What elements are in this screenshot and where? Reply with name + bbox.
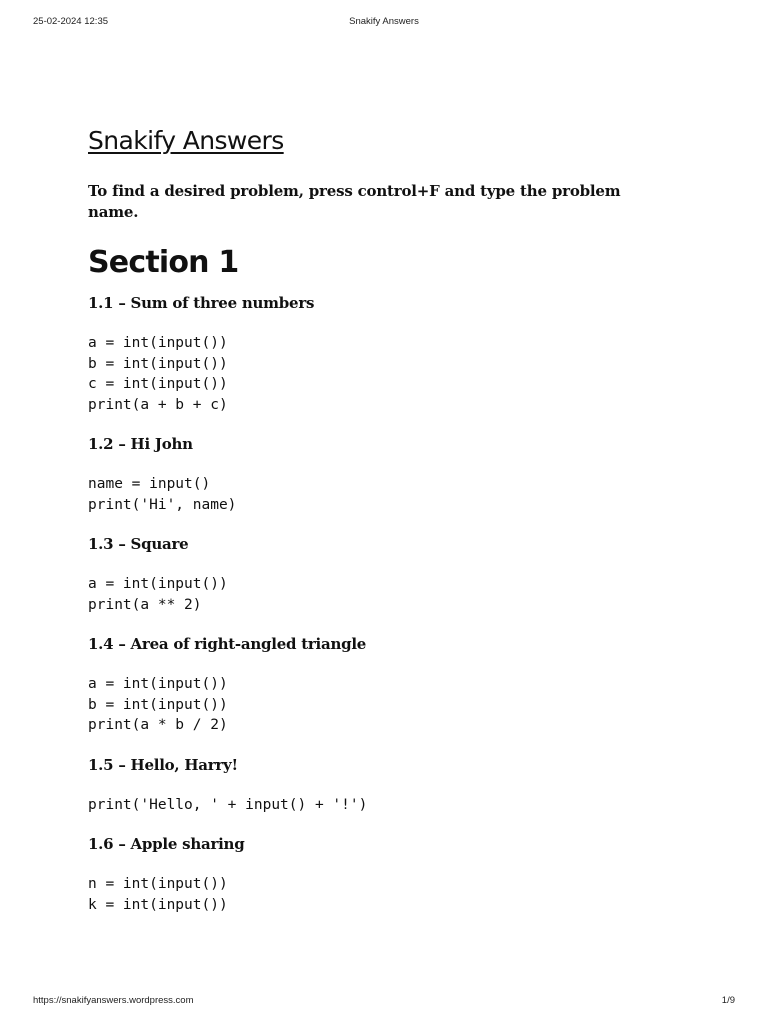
code-line: print(a + b + c): [88, 396, 228, 413]
code-line: k = int(input()): [88, 896, 228, 913]
problem-1-6: [88, 834, 678, 915]
code-line: b = int(input()): [88, 696, 228, 713]
code-line: print(a * b / 2): [88, 717, 228, 733]
page-content: [88, 120, 678, 915]
problem-heading: 1.4 – Area of right-angled triangle: [88, 635, 367, 653]
problem-heading: 1.1 – Sum of three numbers: [88, 294, 315, 312]
code-block: [88, 795, 678, 816]
code-line: a = int(input()): [88, 335, 228, 351]
code-block: [88, 333, 678, 415]
code-line: n = int(input()): [88, 876, 228, 892]
code-block: [88, 574, 678, 615]
problem-1-2: [88, 434, 678, 534]
code-line: print('Hello, ' + input() + '!'): [88, 796, 368, 813]
code-line: print(a ** 2): [88, 596, 202, 613]
problem-1-3: [88, 534, 678, 634]
code-line: a = int(input()): [88, 576, 228, 592]
code-line: name = input(): [88, 476, 211, 492]
problem-heading: 1.2 – Hi John: [88, 435, 193, 453]
print-url: https://snakifyanswers.wordpress.com: [33, 995, 194, 1006]
print-datetime: 25-02-2024 12:35: [33, 16, 109, 27]
intro-paragraph: To find a desired problem, press control+F and type the problem name.: [88, 182, 621, 221]
print-header: [33, 16, 735, 30]
code-line: c = int(input()): [88, 376, 228, 392]
code-block: [88, 674, 678, 736]
problem-1-1: [88, 293, 678, 434]
site-title-link[interactable]: Snakify Answers: [88, 126, 284, 155]
problem-heading: 1.5 – Hello, Harry!: [88, 755, 238, 774]
code-line: print('Hi', name): [88, 496, 237, 513]
print-page-number: 1/9: [721, 995, 735, 1006]
code-block: [88, 874, 678, 915]
code-line: b = int(input()): [88, 355, 228, 372]
problem-heading: 1.6 – Apple sharing: [88, 835, 245, 853]
problem-1-5: [88, 755, 678, 835]
problem-heading: 1.3 – Square: [88, 535, 189, 553]
problem-1-4: [88, 634, 678, 755]
print-footer: [33, 995, 735, 1009]
print-header-title: Snakify Answers: [349, 16, 419, 27]
section-title: Section 1: [88, 245, 239, 280]
code-block: [88, 474, 678, 515]
code-line: a = int(input()): [88, 676, 228, 692]
